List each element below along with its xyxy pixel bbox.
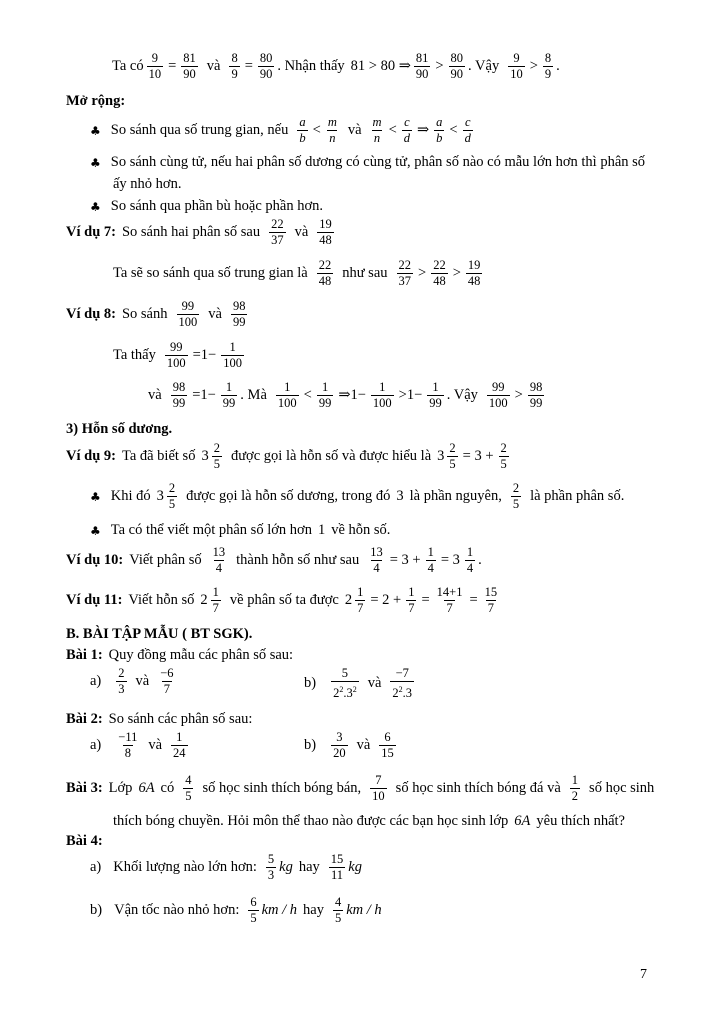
club-bullet-icon: ♣ (90, 489, 101, 504)
fraction: 80 90 (450, 51, 464, 81)
fraction: 98 99 (232, 299, 246, 329)
exercise-heading: Bài 2: So sánh các phân số sau: (66, 711, 253, 727)
fraction: 6 5 (250, 895, 257, 925)
fraction: $\frac{2}{5}$ (449, 441, 456, 471)
fraction: 2 5 (213, 441, 220, 471)
exercise-item: a) −11 8 và 1 24 (90, 730, 186, 760)
fraction: $\frac{1}{7}$ (408, 585, 415, 615)
fraction: 1 7 (212, 585, 219, 615)
fraction: 22 37 (271, 217, 284, 247)
fraction: $\frac{80}{90}$ (259, 51, 273, 81)
fraction: −7 $2^2.3$ (392, 666, 413, 701)
fraction: 8 9 (544, 51, 552, 81)
fraction: $\frac{1}{99}$ (429, 380, 442, 410)
fraction: 19 48 (467, 258, 481, 288)
fraction: 3 20 (333, 730, 346, 760)
club-bullet-icon: ♣ (90, 155, 101, 170)
fraction: 2 5 (168, 481, 176, 511)
fraction: 99 100 (178, 299, 198, 329)
fraction: 98 99 (529, 380, 543, 410)
fraction: a b (436, 115, 443, 145)
fraction: $\frac{1}{7}$ (357, 585, 364, 615)
page-number: 7 (640, 967, 647, 982)
exercise-item: a) Khối lượng nào lớn hơn: 5 3 kg hay 15 11 kg (90, 852, 362, 882)
fraction: 22 37 (398, 258, 412, 288)
section-heading: 3) Hỗn số dương. (66, 421, 173, 437)
fraction: $\frac{1}{99}$ (222, 380, 236, 410)
bullet-item: ♣ So sánh cùng tử, nếu hai phân số dương có cùng tử, phân số nào có mẫu lớn hơn thì phân số (90, 154, 646, 170)
fraction: 2 5 (512, 481, 520, 511)
exercise-item: a) 2 3 và −6 7 (90, 666, 174, 696)
example-heading: Ví dụ 11: Viết hỗn số 2 1 7 về phân số ta được 2 $\frac{1}{7}$ = 2 + $\frac{1}{7}$ = $\frac{14+1}{7}$ = $\frac{15}{7}$ (66, 585, 498, 615)
fraction: 19 48 (319, 217, 332, 247)
fraction: $\frac{1}{4}$ (427, 545, 434, 575)
fraction: $\frac{1}{100}$ (223, 340, 242, 370)
fraction: 1 2 (571, 773, 579, 803)
fraction: c d (464, 115, 471, 145)
example-heading: Ví dụ 9: Ta đã biết số 3 2 5 được gọi là hỗn số và được hiểu là 3 $\frac{2}{5}$ = 3 + $\frac{2}{5}$ (66, 441, 507, 471)
fraction: $\frac{1}{100}$ (372, 380, 392, 410)
exercise-heading: Bài 1: Quy đồng mẫu các phân số sau: (66, 647, 294, 663)
exercise-item: b) 3 20 và 6 15 (304, 730, 394, 760)
fraction: c d (403, 115, 410, 145)
text-line: và $\frac{98}{99}$ =1− $\frac{1}{99}$ . Mà 1 100 < 1 99 ⇒1− $\frac{1}{100}$ >1− $\frac{1}{99}$ . Vậy 99 100 > 98 99 (148, 380, 543, 410)
fraction: 4 5 (185, 773, 192, 803)
fraction: 22 48 (433, 258, 446, 288)
text-line: Ta có $\frac{9}{10}$ = $\frac{81}{90}$ và $\frac{8}{9}$ = $\frac{80}{90}$ . Nhận thấy 81 > 80 ⇒ 81 90 > 80 90 . Vậy 9 10 > 8 9 . (112, 51, 560, 81)
section-heading: Mở rộng: (66, 93, 126, 109)
fraction: $\frac{81}{90}$ (183, 51, 196, 81)
bullet-item: ♣ So sánh qua số trung gian, nếu a b < m n và m n < c d ⇒ a b < c d (90, 115, 471, 145)
fraction: m n (327, 115, 337, 145)
exercise-heading: Bài 4: (66, 833, 103, 849)
club-bullet-icon: ♣ (90, 523, 101, 538)
fraction: 1 99 (318, 380, 332, 410)
fraction: 22 48 (318, 258, 332, 288)
exercise-item: b) Vận tốc nào nhỏ hơn: 6 5 km / h hay 4 5 km / h (90, 895, 382, 925)
fraction: 4 5 (334, 895, 342, 925)
example-heading: Ví dụ 7: So sánh hai phân số sau 22 37 và 19 48 (66, 217, 332, 247)
fraction: 5 3 (267, 852, 275, 882)
text-line: ấy nhỏ hơn. (113, 176, 182, 192)
fraction: −11 8 (118, 730, 138, 760)
fraction: 7 10 (372, 773, 385, 803)
fraction: a b (299, 115, 306, 145)
fraction: $\frac{98}{99}$ (172, 380, 186, 410)
fraction: $\frac{15}{7}$ (484, 585, 498, 615)
fraction: $\frac{8}{9}$ (231, 51, 238, 81)
exercise-heading: Bài 3: Lớp 6A có 4 5 số học sinh thích bóng bán, 7 10 số học sinh thích bóng đá và 1 2 số học sinh (66, 773, 655, 803)
fraction: 1 24 (173, 730, 186, 760)
fraction: 99 100 (488, 380, 508, 410)
fraction: 2 3 (118, 666, 125, 696)
fraction: 5 $2^2.3^2$ (333, 666, 357, 701)
fraction: −6 7 (160, 666, 174, 696)
bullet-item: ♣ Khi đó 3 2 5 được gọi là hỗn số dương, trong đó 3 là phần nguyên, 2 5 là phần phân số. (90, 481, 625, 511)
fraction: 81 90 (415, 51, 429, 81)
fraction: 13 4 (212, 545, 226, 575)
fraction: $\frac{99}{100}$ (166, 340, 186, 370)
club-bullet-icon: ♣ (90, 199, 101, 214)
fraction: 6 15 (381, 730, 394, 760)
fraction: $\frac{13}{4}$ (370, 545, 383, 575)
exercise-item: b) 5 $2^2.3^2$ và −7 $2^2.3$ (304, 666, 413, 701)
example-heading: Ví dụ 10: Viết phân số 13 4 thành hỗn số như sau $\frac{13}{4}$ = 3 + $\frac{1}{4}$ = 3 1 4 . (66, 545, 482, 575)
example-heading: Ví dụ 8: So sánh 99 100 và 98 99 (66, 299, 246, 329)
bullet-item: ♣ Ta có thể viết một phân số lớn hơn 1 về hỗn số. (90, 522, 391, 538)
fraction: $\frac{2}{5}$ (500, 441, 507, 471)
fraction: 9 10 (510, 51, 523, 81)
bullet-item: ♣ So sánh qua phần bù hoặc phần hơn. (90, 198, 324, 214)
fraction: m n (372, 115, 382, 145)
fraction: $\frac{14+1}{7}$ (436, 585, 463, 615)
text-line: Ta sẽ so sánh qua số trung gian là 22 48 như sau 22 37 > 22 48 > 19 48 (113, 258, 481, 288)
text-line: thích bóng chuyền. Hỏi môn thể thao nào được các bạn học sinh lớp 6A yêu thích nhất? (113, 813, 625, 829)
fraction: 15 11 (330, 852, 344, 882)
fraction: $\frac{9}{10}$ (148, 51, 162, 81)
text-line: Ta thấy $\frac{99}{100}$ =1− $\frac{1}{100}$ (113, 340, 242, 370)
fraction: 1 4 (466, 545, 474, 575)
section-heading: B. BÀI TẬP MẪU ( BT SGK). (66, 626, 253, 642)
fraction: 1 100 (277, 380, 297, 410)
club-bullet-icon: ♣ (90, 123, 101, 138)
